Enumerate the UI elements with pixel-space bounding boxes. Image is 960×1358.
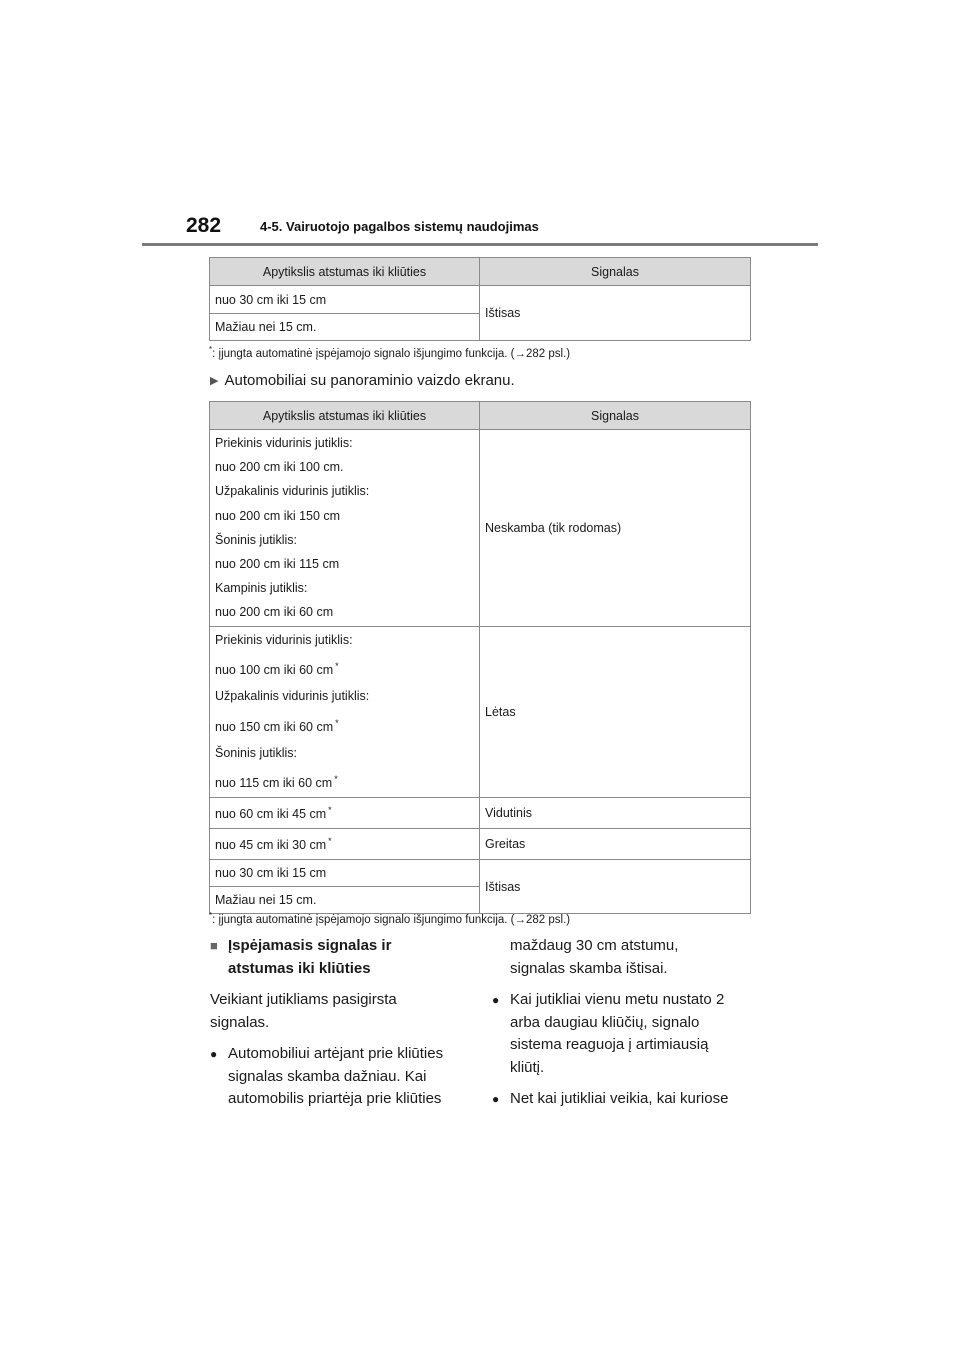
table2-row1-line: nuo 200 cm iki 100 cm. [215,460,344,475]
square-bullet-icon: ■ [210,938,218,953]
footnote-star: * [334,773,338,784]
table2-row1-line: nuo 200 cm iki 60 cm [215,605,334,620]
footnote-star: * [328,805,332,815]
table2-row3-distance-text: nuo 60 cm iki 45 cm [215,807,327,822]
footnote-star: * [335,661,339,672]
bullet-item-3 [492,1088,762,1111]
footnote-star: * [335,717,339,728]
footnote-1-text: : įjungta automatinė įspėjamojo signalo išjungimo funkcija. ( [212,347,515,360]
header-divider [142,243,818,246]
bullet-3-text [510,1088,728,1111]
round-bullet-icon: ● [210,1047,218,1061]
table2-row1-signal: Neskamba (tik rodomas) [480,430,751,627]
table2-row1-distance [210,430,480,627]
table2-row2-line-text: nuo 115 cm iki 60 cm [215,776,333,791]
table2-row1-line: Užpakalinis vidurinis jutiklis: [215,484,370,499]
arrow-icon: → [514,913,526,926]
heading-line: atstumas iki kliūties [228,959,371,977]
bullet-1-continuation [492,935,762,980]
section-heading [210,935,480,980]
table1-row2-distance: Mažiau nei 15 cm. [210,314,480,341]
table2-row2-line-text: nuo 150 cm iki 60 cm [215,719,334,734]
bullet-line: Automobiliui artėjant prie kliūties [228,1045,444,1062]
table2-row5-distance: nuo 30 cm iki 15 cm [210,860,480,887]
table2-row4-distance [210,829,480,860]
bullet-line: Kai jutikliai vienu metu nustato 2 [510,991,725,1008]
bullet-item-2 [492,989,762,1079]
intro-line: Veikiant jutikliams pasigirsta [210,991,397,1008]
bullet-line: signalas skamba dažniau. Kai [228,1067,427,1085]
table2-header-distance: Apytikslis atstumas iki kliūties [210,402,480,430]
footnote-2-text: : įjungta automatinė įspėjamojo signalo išjungimo funkcija. ( [212,913,515,926]
footnote-2-star: * [209,911,213,920]
table2-row2-line: Priekinis vidurinis jutiklis: [215,633,353,647]
vehicle-variant-line [210,372,515,389]
distance-signal-table-2 [209,401,751,914]
table2-row2-signal: Lėtas [480,627,751,798]
table2-row2-line: Užpakalinis vidurinis jutiklis: [215,689,370,704]
footnote-2-ref: 282 psl.) [525,913,571,926]
bullet-line: automobilis priartėja prie kliūties [228,1090,442,1107]
table2-row1-line: Priekinis vidurinis jutiklis: [215,436,353,450]
table2-row4-signal: Greitas [480,829,751,860]
bullet-line: signalas skamba ištisai. [510,959,668,977]
bullet-line: maždaug 30 cm atstumu, [510,937,679,954]
table2-merged-signal: Ištisas [480,860,751,914]
triangle-bullet-icon: ▶ [210,375,219,387]
bullet-line: sistema reaguoja į artimiausią [510,1036,709,1053]
arrow-icon: → [514,347,526,360]
table2-row3-distance [210,798,480,829]
distance-signal-table-1 [209,257,751,341]
table2-row1-line: nuo 200 cm iki 115 cm [215,557,340,572]
bullet-2-text [510,989,724,1079]
footnote-1-ref: 282 psl.) [525,347,571,360]
table2-row1-line: nuo 200 cm iki 150 cm [215,508,341,523]
left-text-column [210,935,480,1111]
table1-header-distance: Apytikslis atstumas iki kliūties [210,258,480,286]
table1-merged-signal: Ištisas [480,286,751,341]
page-number: 282 [186,214,222,237]
table1-row1-distance: nuo 30 cm iki 15 cm [210,286,480,314]
table2-row2-line-text: nuo 100 cm iki 60 cm [215,663,334,678]
section-heading-text [228,935,391,980]
bullet-line: kliūtį. [510,1058,545,1076]
table2-row2-distance [210,627,480,798]
table2-header-signal: Signalas [480,402,751,430]
table2-row2-line: Šoninis jutiklis: [215,745,297,760]
table2-row3-signal: Vidutinis [480,798,751,829]
footnote-star: * [328,836,332,846]
vehicle-variant-text: Automobiliai su panoraminio vaizdo ekranu. [224,372,515,389]
table2-row6-distance: Mažiau nei 15 cm. [210,887,480,914]
heading-line: Įspėjamasis signalas ir [228,937,392,954]
table2-row1-line: Šoninis jutiklis: [215,532,297,547]
round-bullet-icon: ● [492,993,500,1007]
right-text-column [492,935,762,1111]
footnote-2 [209,911,570,926]
intro-line: signalas. [210,1013,270,1031]
table2-row2-line-starred [215,765,474,797]
round-bullet-icon: ● [492,1092,500,1106]
bullet-1-text [228,1043,443,1111]
footnote-1 [209,345,570,360]
intro-paragraph [210,989,480,1034]
table2-row2-line-starred [215,652,474,684]
table2-row4-distance-text: nuo 45 cm iki 30 cm [215,838,327,853]
bullet-line: Net kai jutikliai veikia, kai kuriose [510,1090,729,1107]
table1-header-signal: Signalas [480,258,751,286]
table2-row2-line-starred [215,709,474,741]
table2-row1-line: Kampinis jutiklis: [215,581,308,596]
bullet-line: arba daugiau kliūčių, signalo [510,1013,700,1031]
footnote-1-star: * [209,345,213,354]
section-title: 4-5. Vairuotojo pagalbos sistemų naudojimas [260,219,539,234]
bullet-item-1 [210,1043,480,1111]
